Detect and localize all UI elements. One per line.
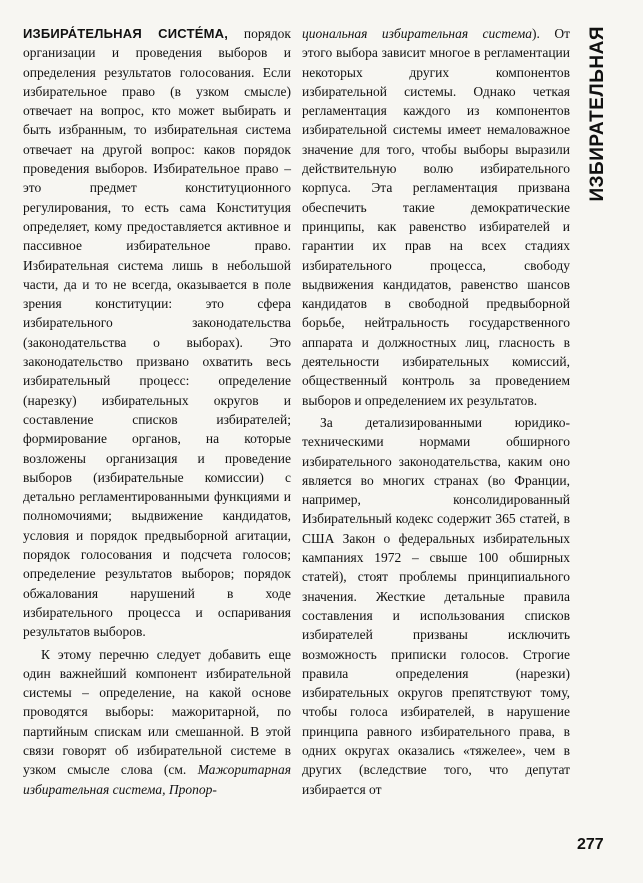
article-paragraph [302, 413, 570, 799]
paragraph-text: К этому перечню следует добавить еще один важнейший компонент избирательной системы – определение, на какой основе проводятся выборы: мажоритарной, по партийным спискам или смешанной. В этой связи говорят об избирательной системе в узком смысле слова (см. [23, 646, 291, 778]
text-column-left [23, 24, 291, 799]
article-paragraph [23, 645, 291, 799]
article-paragraph [302, 24, 570, 410]
cross-reference: циональная избирательная система [302, 26, 533, 41]
paragraph-text: порядок организации и проведения выборов и определения результатов голосования. Если избирательное право (в узком смысле) отвечает на вопрос, кто может выбирать и быть избранным, то избирательная система отвечает на другой вопрос: каков порядок проведения выборов. Избирательное право – это предмет конституционного регулирования, то есть сама Конституция определяет, кому предоставляется активное и пассивное избирательное право. Избирательная система лишь в небольшой части, да и то не всегда, оказывается в поле зрения конституции: это сфера избирательного законодательства (законодательства о выборах). Это законодательство призвано охватить весь избирательный процесс: определение (нарезку) избирательных округов и составление списков избирателей; формирование органов, на которые возложены организация и проведение выборов (избирательные комиссии) с детально регламентированными функциями и полномочиями; выдвижение кандидатов, условия и порядок предвыборной агитации, порядок голосования и подсчета голосов; определение результатов выборов; порядок обжалования нарушений в ходе избирательного процесса и оспаривания результатов выборов. [23, 26, 291, 640]
page-number: 277 [577, 836, 604, 853]
cross-reference: Мажоритарная избирательная система, Пропор- [23, 762, 291, 797]
paragraph-text: ). От этого выбора зависит многое в регламентации некоторых других компонентов избирательной системы. Однако четкая регламентация каждого из компонентов избирательной системы имеет немаловажное значение для того, чтобы выборы выразили действительную волю избирательного корпуса. Эта регламентация призвана обеспечить такие демократические принципы, как равенство избирателей и гарантии их прав на всех стадиях избирательного процесса, свободу выдвижения кандидатов, равенство шансов кандидатов в свободной предвыборной борьбе, нейтральность государственного аппарата и должностных лиц, гласность в деятельности избирательных комиссий, общественный контроль за проведением выборов и определением их результатов. [302, 26, 570, 408]
text-column-right [302, 24, 570, 799]
article-headword: ИЗБИРА́ТЕЛЬНАЯ СИСТЕ́МА, [23, 26, 229, 41]
paragraph-text: За детализированными юридико-техническими нормами обширного избирательного законодательства, каким оно является во многих странах (во Франции, например, консолидированный Избирательный кодекс содержит 365 статей, в США Закон о федеральных избирательных кампаниях 1972 – свыше 100 обширных статей), стоят проблемы принципиального значения. Жесткие детальные правила составления и использования списков избирателей призваны исключить возможность приписки голосов. Строгие правила определения (нарезки) избирательных округов препятствуют тому, чтобы голоса избирателей, в нарушение принципа равного избирательного права, в одних округах оказались «тяжелее», чем в других (вследствие того, что депутат избирается от [302, 414, 570, 797]
running-head [578, 24, 618, 204]
running-head-text: ИЗБИРАТЕЛЬНАЯ [587, 26, 608, 202]
article-paragraph [23, 24, 291, 642]
